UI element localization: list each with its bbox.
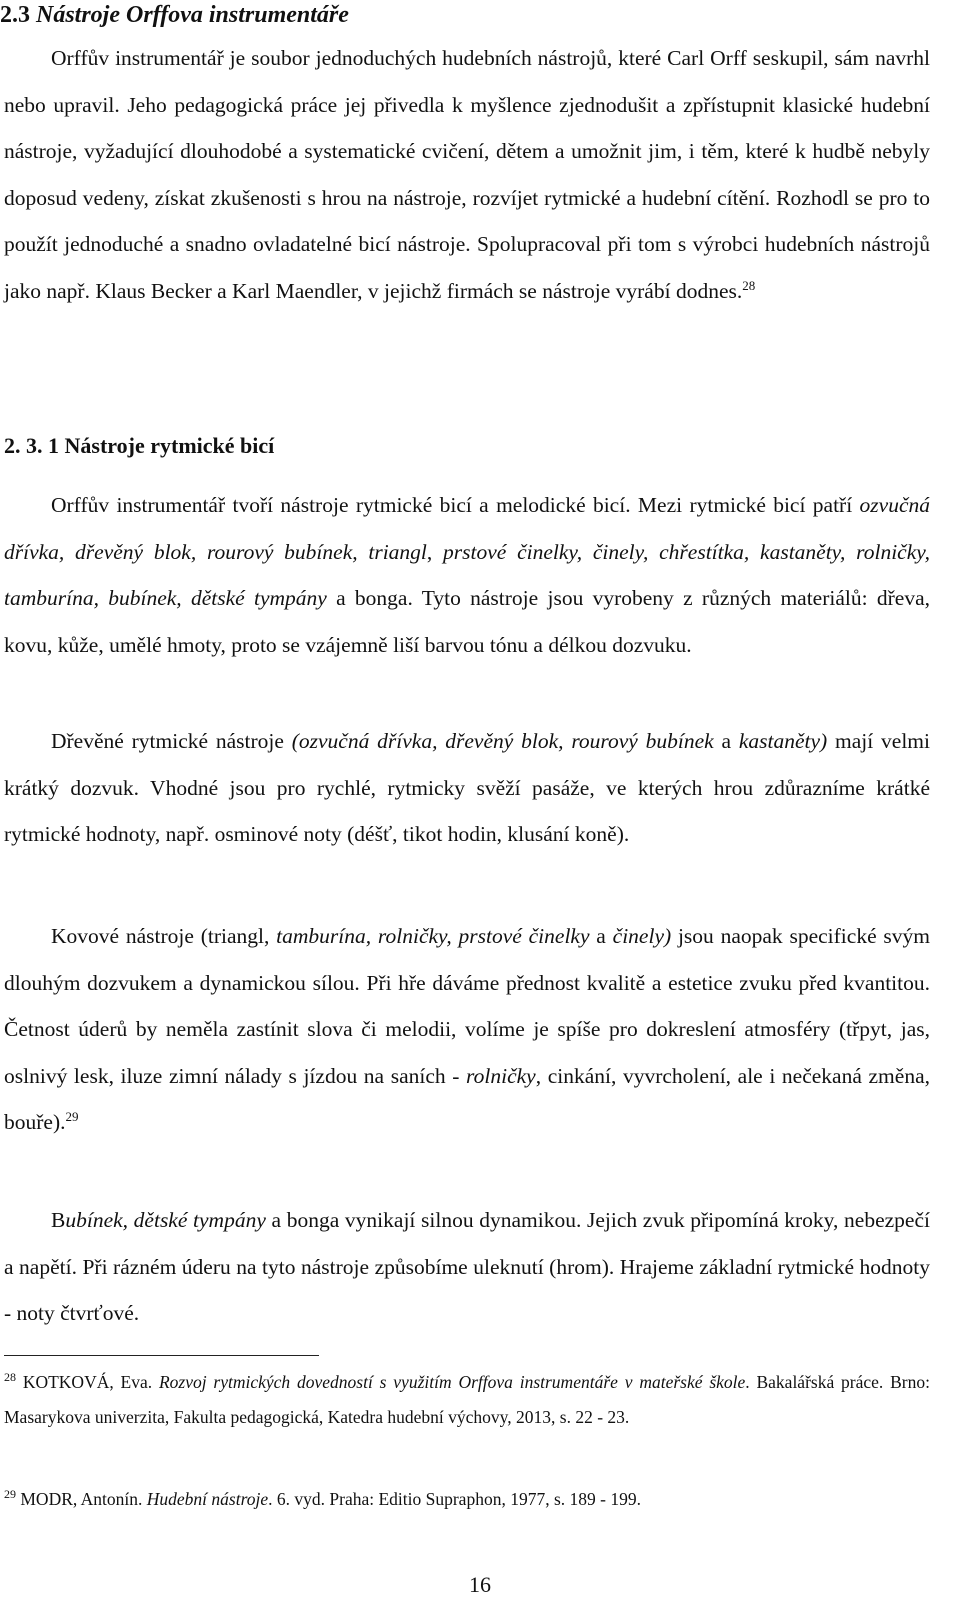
italic-span: (ozvučná dřívka, dřevěný blok, rourový bubínek	[291, 729, 714, 753]
italic-span: Hudební nástroje	[146, 1489, 269, 1509]
text-span: . Bakalářská práce. Brno: Masarykova univerzita, Fakulta pedagogická, Katedra hudební výchovy, 2013, s. 22 - 23.	[4, 1372, 930, 1427]
italic-span: rolničky	[466, 1063, 536, 1088]
text-span: KOTKOVÁ, Eva.	[16, 1372, 159, 1392]
italic-span: Rozvoj rytmických dovedností s využitím Orffova instrumentáře v mateřské škole	[158, 1372, 746, 1392]
italic-span: kastaněty)	[738, 729, 828, 753]
text-span: a	[713, 729, 739, 753]
text-span: B	[51, 1208, 66, 1232]
footnote-29	[4, 1482, 930, 1517]
footnote-ref-28: 28	[742, 277, 756, 293]
paragraph-metal-instruments	[4, 913, 930, 1146]
italic-span: tamburína, rolničky, prstové činelky	[276, 924, 590, 948]
footnote-number: 28	[4, 1370, 16, 1384]
text-span: ,	[426, 539, 444, 564]
text-span: MODR, Antonín.	[16, 1489, 147, 1509]
footnote-number: 29	[4, 1487, 16, 1501]
subsection-heading: 2. 3. 1 Nástroje rytmické bicí	[4, 433, 275, 458]
text-span: . 6. vyd. Praha: Editio Supraphon, 1977, s. 189 - 199.	[268, 1489, 641, 1509]
page-number: 16	[469, 1572, 491, 1597]
paragraph-intro	[4, 35, 930, 314]
text-span: Orffův instrumentář tvoří nástroje rytmické bicí a melodické bicí. Mezi rytmické bicí patří	[51, 493, 860, 517]
text-span: a bonga vynikají silnou dynamikou. Jejich zvuk připomíná kroky, nebezpečí a napětí. Při rázném úderu na tyto nástroje způsobíme uleknutí (hrom). Hrajeme základní rytmické hodnoty - noty čtvrťové.	[4, 1208, 930, 1325]
text-span: a bonga. Tyto nástroje jsou vyrobeny z různých materiálů: dřeva, kovu, kůže, umělé hmoty, proto se vzájemně liší barvou tónu a délkou dozvuku.	[4, 586, 931, 657]
text-span: Kovové nástroje (triangl,	[51, 924, 277, 948]
footnote-ref-29: 29	[65, 1109, 79, 1124]
text-span: , cinkání, vyvrcholení, ale i nečekaná změna, bouře).	[4, 1063, 930, 1134]
paragraph-rhythmic-instruments	[4, 482, 930, 668]
section-title: Nástroje Orffova instrumentáře	[36, 2, 349, 28]
footnote-28	[4, 1365, 930, 1434]
italic-span: ozvučná dřívka, dřevěný blok, rourový bubínek, triangl	[4, 493, 930, 564]
section-heading	[0, 0, 940, 30]
paragraph-wooden-instruments	[4, 718, 930, 858]
paragraph-intro-text: Orffův instrumentář je soubor jednoduchých hudebních nástrojů, které Carl Orff seskupil, sám navrhl nebo upravil. Jeho pedagogická práce jej přivedla k myšlence zjednodušit a zpřístupnit klasické hudební nástroje, vyžadující dlouhodobé a systematické cvičení, dětem a umožnit jim, i těm, které k hudbě nebyly doposud vedeny, získat zkušenosti s hrou na nástroje, rozvíjet rytmické a hudební cítění. Rozhodl se pro to použít jednoduché a snadno ovladatelné bicí nástroje. Spolupracoval při tom s výrobci hudebních nástrojů jako např. Klaus Becker a Karl Maendler, v jejichž firmách se nástroje vyrábí dodnes.	[4, 46, 930, 303]
text-span: Dřevěné rytmické nástroje	[51, 729, 292, 753]
italic-span: prstové činelky, činely, chřestítka, kastaněty, rolničky, tamburína, bubínek, dětské tympány	[4, 539, 930, 610]
italic-span: ubínek, dětské tympány	[65, 1208, 266, 1232]
text-span: mají velmi krátký dozvuk. Vhodné jsou pro rychlé, rytmicky svěží pasáže, ve kterých hrou zdůrazníme krátké rytmické hodnoty, např. osminové noty (déšť, tikot hodin, klusání koně).	[4, 729, 931, 846]
text-span: a	[589, 924, 613, 948]
section-number: 2.3	[0, 2, 30, 28]
italic-span: činely)	[612, 924, 672, 948]
text-span: jsou naopak specifické svým dlouhým dozvukem a dynamickou sílou. Při hře dáváme přednost kvalitě a estetice zvuku před kvantitou. Četnost úderů by neměla zastínit slova či melodii, volíme je spíše pro dokreslení atmosféry (třpyt, jas, oslnivý lesk, iluze zimní nálady s jízdou na saních -	[4, 924, 930, 1088]
footnote-divider	[4, 1355, 319, 1356]
paragraph-drums	[4, 1197, 930, 1337]
